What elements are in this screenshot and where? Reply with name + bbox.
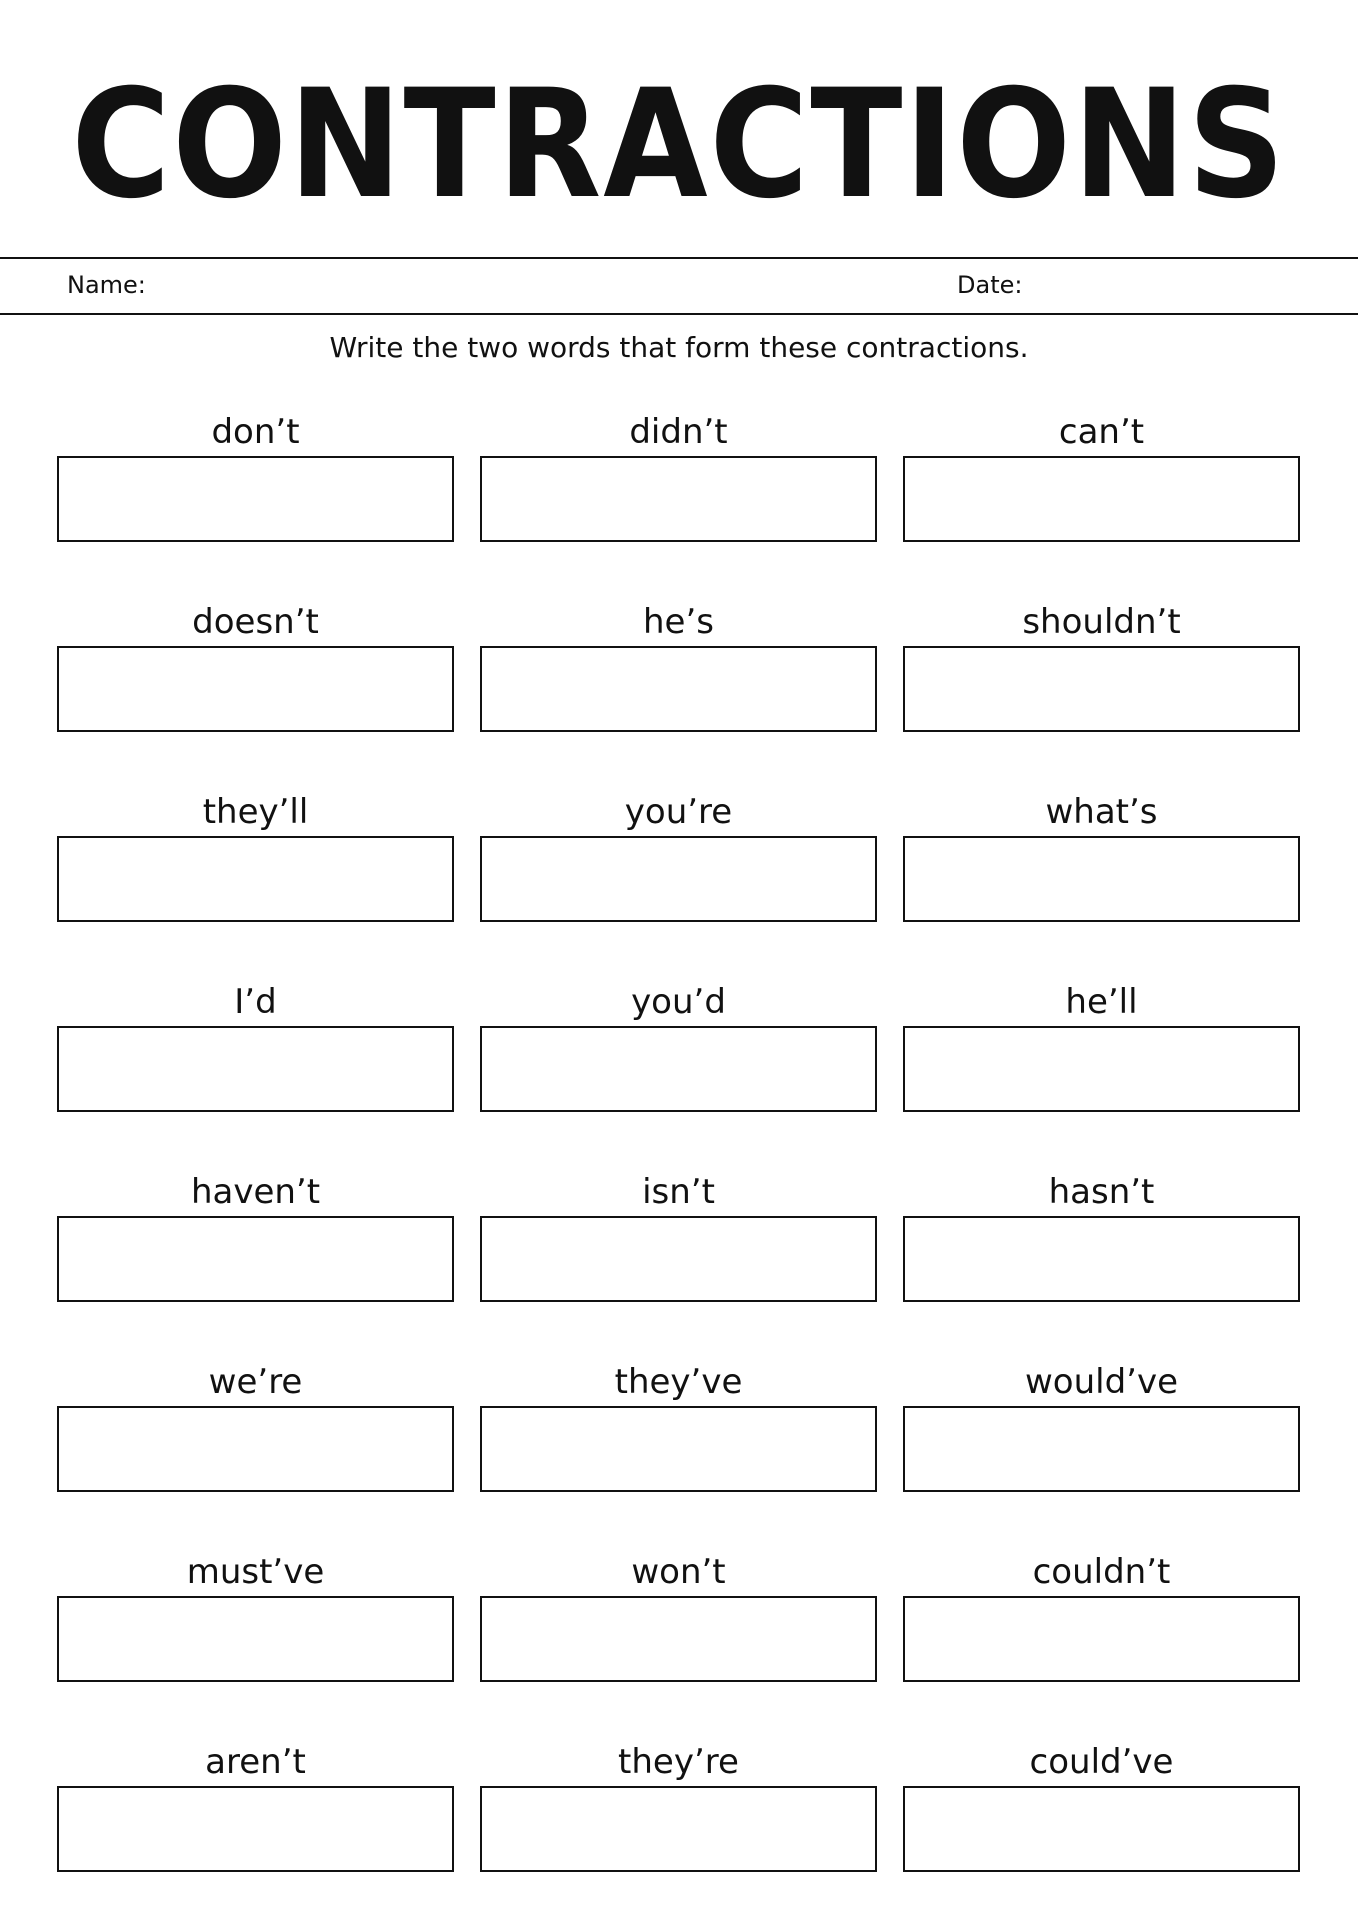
answer-box[interactable]	[480, 456, 877, 542]
contraction-item	[903, 1738, 1300, 1892]
contraction-word: you’d	[631, 982, 726, 1022]
answer-box[interactable]	[57, 836, 454, 922]
answer-box[interactable]	[57, 646, 454, 732]
contraction-word: they’ll	[202, 792, 309, 832]
answer-box[interactable]	[903, 1216, 1300, 1302]
answer-box[interactable]	[903, 646, 1300, 732]
contraction-word: I’d	[234, 982, 277, 1022]
contraction-item	[57, 1168, 454, 1322]
contraction-word: doesn’t	[192, 602, 319, 642]
contraction-item	[480, 598, 877, 752]
answer-box[interactable]	[57, 1596, 454, 1682]
answer-box[interactable]	[480, 836, 877, 922]
answer-box[interactable]	[57, 1786, 454, 1872]
contraction-word: didn’t	[629, 412, 728, 452]
contraction-word: isn’t	[642, 1172, 715, 1212]
contraction-word: they’re	[618, 1742, 739, 1782]
contraction-word: he’s	[643, 602, 714, 642]
contraction-word: haven’t	[190, 1172, 321, 1212]
header-rule-top	[0, 257, 1358, 259]
contraction-word: couldn’t	[1032, 1552, 1171, 1592]
answer-box[interactable]	[480, 1216, 877, 1302]
worksheet-title: CONTRACTIONS	[71, 58, 1287, 232]
contractions-grid	[57, 408, 1301, 1892]
answer-box[interactable]	[57, 1406, 454, 1492]
contraction-item	[903, 408, 1300, 562]
header-rule-bottom	[0, 313, 1358, 315]
answer-box[interactable]	[57, 1216, 454, 1302]
contraction-item	[480, 1548, 877, 1702]
answer-box[interactable]	[480, 646, 877, 732]
answer-box[interactable]	[903, 1026, 1300, 1112]
contraction-item	[480, 978, 877, 1132]
answer-box[interactable]	[903, 1406, 1300, 1492]
contraction-item	[57, 408, 454, 562]
contraction-word: could’ve	[1029, 1742, 1174, 1782]
contraction-word: what’s	[1045, 792, 1158, 832]
contraction-word: must’ve	[186, 1552, 325, 1592]
contraction-word: won’t	[631, 1552, 726, 1592]
contraction-item	[903, 1358, 1300, 1512]
instructions: Write the two words that form these contractions.	[329, 331, 1029, 364]
contraction-item	[480, 1168, 877, 1322]
contraction-item	[57, 598, 454, 752]
answer-box[interactable]	[903, 1596, 1300, 1682]
contraction-item	[57, 788, 454, 942]
answer-box[interactable]	[903, 456, 1300, 542]
contraction-item	[57, 1548, 454, 1702]
contraction-word: would’ve	[1024, 1362, 1179, 1402]
contraction-item	[903, 598, 1300, 752]
contraction-word: aren’t	[205, 1742, 306, 1782]
contraction-word: he’ll	[1065, 982, 1138, 1022]
contraction-word: don’t	[211, 412, 300, 452]
date-label: Date:	[957, 271, 1023, 299]
contraction-item	[903, 1548, 1300, 1702]
contraction-item	[57, 978, 454, 1132]
contraction-word: shouldn’t	[1022, 602, 1181, 642]
contraction-word: we’re	[208, 1362, 303, 1402]
contraction-item	[903, 1168, 1300, 1322]
contraction-word: can’t	[1058, 412, 1145, 452]
contraction-item	[903, 978, 1300, 1132]
answer-box[interactable]	[903, 1786, 1300, 1872]
contraction-item	[480, 1358, 877, 1512]
answer-box[interactable]	[480, 1596, 877, 1682]
contraction-item	[480, 408, 877, 562]
answer-box[interactable]	[57, 1026, 454, 1112]
answer-box[interactable]	[903, 836, 1300, 922]
contraction-word: they’ve	[614, 1362, 743, 1402]
contraction-item	[480, 1738, 877, 1892]
contraction-item	[903, 788, 1300, 942]
answer-box[interactable]	[480, 1026, 877, 1112]
contraction-item	[57, 1358, 454, 1512]
name-label: Name:	[67, 271, 146, 299]
contraction-item	[480, 788, 877, 942]
answer-box[interactable]	[480, 1406, 877, 1492]
answer-box[interactable]	[57, 456, 454, 542]
contraction-item	[57, 1738, 454, 1892]
answer-box[interactable]	[480, 1786, 877, 1872]
contraction-word: hasn’t	[1048, 1172, 1155, 1212]
contraction-word: you’re	[624, 792, 733, 832]
